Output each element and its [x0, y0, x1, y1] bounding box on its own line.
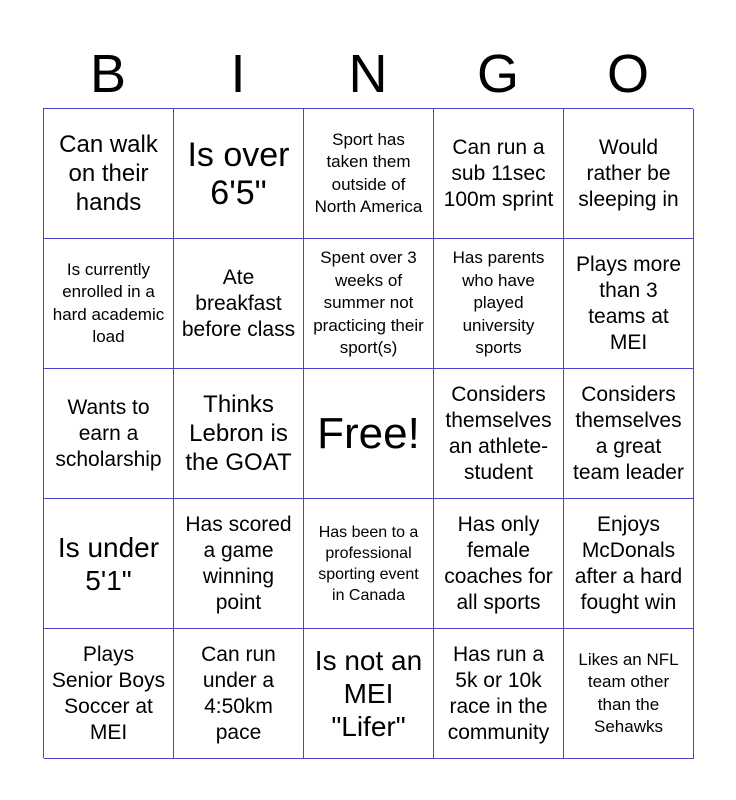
header-letter-g: G — [476, 44, 519, 104]
header-letter-i: I — [230, 44, 246, 104]
cell-text: Is under 5'1" — [57, 531, 160, 596]
header-letter-b: B — [89, 44, 127, 104]
header-letter-n: N — [348, 44, 388, 104]
bingo-cell-free[interactable] — [304, 369, 434, 499]
bingo-cell-5-2[interactable] — [174, 629, 304, 759]
cell-text: Likes an NFL team other than the Sehawks — [578, 649, 679, 736]
cell-text: Sport has taken them outside of North America — [314, 129, 423, 216]
bingo-cell-5-4[interactable] — [434, 629, 564, 759]
cell-text: Can run a sub 11sec 100m sprint — [443, 135, 554, 211]
bingo-cell-4-5[interactable] — [564, 499, 694, 629]
bingo-cell-4-2[interactable] — [174, 499, 304, 629]
bingo-cell-5-1[interactable] — [44, 629, 174, 759]
cell-text: Is over 6'5" — [187, 135, 290, 212]
cell-text: Considers themselves an athlete-student — [445, 382, 552, 484]
bingo-cell-1-5[interactable] — [564, 109, 694, 239]
cell-text: Has scored a game winning point — [185, 512, 292, 614]
bingo-cell-2-4[interactable] — [434, 239, 564, 369]
bingo-cell-1-1[interactable] — [44, 109, 174, 239]
bingo-cell-2-1[interactable] — [44, 239, 174, 369]
cell-text: Ate breakfast before class — [181, 265, 296, 341]
cell-text: Free! — [317, 408, 420, 458]
cell-text: Enjoys McDonals after a hard fought win — [574, 512, 683, 614]
cell-text: Wants to earn a scholarship — [55, 395, 162, 471]
bingo-header — [43, 40, 693, 108]
bingo-cell-5-3[interactable] — [304, 629, 434, 759]
bingo-cell-4-1[interactable] — [44, 499, 174, 629]
bingo-cell-1-3[interactable] — [304, 109, 434, 239]
bingo-cell-4-4[interactable] — [434, 499, 564, 629]
bingo-cell-3-1[interactable] — [44, 369, 174, 499]
header-letter-o: O — [606, 44, 649, 104]
cell-text: Plays Senior Boys Soccer at MEI — [51, 642, 166, 744]
cell-text: Is currently enrolled in a hard academic load — [52, 259, 165, 346]
cell-text: Is not an MEI "Lifer" — [314, 645, 423, 742]
bingo-cell-2-3[interactable] — [304, 239, 434, 369]
bingo-cell-1-2[interactable] — [174, 109, 304, 239]
cell-text: Has been to a professional sporting event in Canada — [318, 523, 419, 604]
cell-text: Has parents who have played university sports — [452, 248, 545, 358]
cell-text: Has run a 5k or 10k race in the community — [447, 642, 550, 744]
bingo-cell-5-5[interactable] — [564, 629, 694, 759]
bingo-cell-1-4[interactable] — [434, 109, 564, 239]
bingo-cell-4-3[interactable] — [304, 499, 434, 629]
bingo-cell-3-2[interactable] — [174, 369, 304, 499]
cell-text: Thinks Lebron is the GOAT — [185, 391, 292, 476]
cell-text: Considers themselves a great team leader — [573, 382, 684, 484]
bingo-cell-3-5[interactable] — [564, 369, 694, 499]
cell-text: Spent over 3 weeks of summer not practicing their sport(s) — [313, 248, 424, 358]
cell-text: Can walk on their hands — [59, 131, 158, 216]
bingo-cell-2-2[interactable] — [174, 239, 304, 369]
cell-text: Plays more than 3 teams at MEI — [575, 252, 682, 354]
bingo-cell-3-4[interactable] — [434, 369, 564, 499]
bingo-cell-2-5[interactable] — [564, 239, 694, 369]
cell-text: Would rather be sleeping in — [578, 135, 679, 211]
cell-text: Can run under a 4:50km pace — [201, 642, 276, 744]
bingo-grid — [43, 108, 693, 758]
cell-text: Has only female coaches for all sports — [444, 512, 553, 614]
